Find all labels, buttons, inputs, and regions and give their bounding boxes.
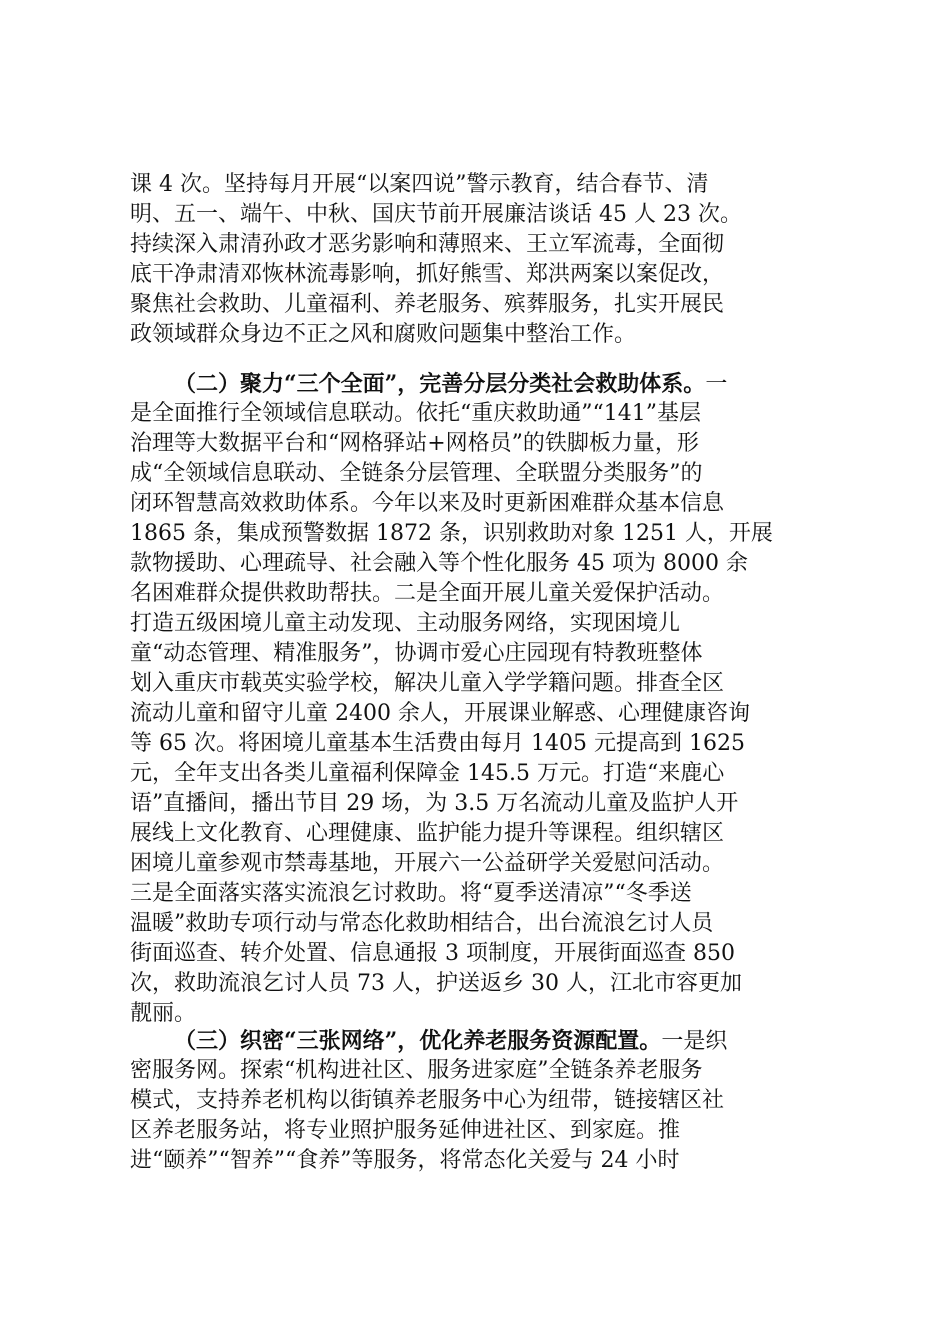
paragraph-line: 靓丽。 [130,1001,197,1026]
section-heading: （二）聚力“三个全面”，完善分层分类社会救助体系。 [174,371,706,397]
paragraph-line: 1865 条，集成预警数据 1872 条，识别救助对象 1251 人，开展 [130,521,773,546]
paragraph-line: 治理等大数据平台和“网格驿站+网格员”的铁脚板力量，形 [130,431,699,456]
section-3 [130,1026,830,1176]
paragraph-line: 底干净肃清邓恢林流毒影响，抓好熊雪、郑洪两案以案促改， [130,262,725,287]
paragraph-line: 课 4 次。坚持每月开展“以案四说”警示教育，结合春节、清 [130,172,709,197]
paragraph-line: 等 65 次。将困境儿童基本生活费由每月 1405 元提高到 1625 [130,731,745,756]
paragraph-line: 流动儿童和留守儿童 2400 余人，开展课业解惑、心理健康咨询 [130,701,750,726]
paragraph-line: 政领域群众身边不正之风和腐败问题集中整治工作。 [130,322,637,347]
paragraph-line: 是全面推行全领域信息联动。依托“重庆救助通”“141”基层 [130,401,701,426]
heading-line-rest: 一是织 [661,1029,728,1054]
paragraph-line: 童“动态管理、精准服务”，协调市爱心庄园现有特教班整体 [130,641,703,666]
paragraph-line: 街面巡查、转介处置、信息通报 3 项制度，开展街面巡查 850 [130,941,735,966]
paragraph-line: 划入重庆市载英实验学校，解决儿童入学学籍问题。排查全区 [130,671,725,696]
paragraph-line: 三是全面落实落实流浪乞讨救助。将“夏季送清凉”“冬季送 [130,881,692,906]
section-heading-line [130,1026,830,1056]
paragraph-line: 区养老服务站，将专业照护服务延伸进社区、到家庭。推 [130,1118,681,1143]
paragraph-line: 展线上文化教育、心理健康、监护能力提升等课程。组织辖区 [130,821,725,846]
paragraph-line: 温暖”救助专项行动与常态化救助相结合，出台流浪乞讨人员 [130,911,714,936]
paragraph-line: 元，全年支出各类儿童福利保障金 145.5 万元。打造“来鹿心 [130,761,725,786]
paragraph-line: 名困难群众提供救助帮扶。二是全面开展儿童关爱保护活动。 [130,581,725,606]
paragraph-line: 语”直播间，播出节目 29 场，为 3.5 万名流动儿童及监护人开 [130,791,739,816]
paragraph-line: 打造五级困境儿童主动发现、主动服务网络，实现困境儿 [130,611,681,636]
section-heading-line [130,369,830,399]
section-2 [130,369,830,1029]
paragraph-line: 困境儿童参观市禁毒基地，开展六一公益研学关爱慰问活动。 [130,851,725,876]
paragraph-line: 次，救助流浪乞讨人员 73 人，护送返乡 30 人，江北市容更加 [130,971,742,996]
paragraph-line: 明、五一、端午、中秋、国庆节前开展廉洁谈话 45 人 23 次。 [130,202,742,227]
paragraph-line: 进“颐养”“智养”“食养”等服务，将常态化关爱与 24 小时 [130,1148,680,1173]
paragraph-line: 持续深入肃清孙政才恶劣影响和薄照来、王立军流毒，全面彻 [130,232,725,257]
section-heading: （三）织密“三张网络”，优化养老服务资源配置。 [174,1028,662,1054]
paragraph-line: 模式，支持养老机构以街镇养老服务中心为纽带，链接辖区社 [130,1088,725,1113]
paragraph-line: 聚焦社会救助、儿童福利、养老服务、殡葬服务，扎实开展民 [130,292,725,317]
paragraph-line: 成“全领域信息联动、全链条分层管理、全联盟分类服务”的 [130,461,703,486]
paragraph-1 [130,170,830,350]
paragraph-line: 款物援助、心理疏导、社会融入等个性化服务 45 项为 8000 余 [130,551,748,576]
paragraph-line: 闭环智慧高效救助体系。今年以来及时更新困难群众基本信息 [130,491,725,516]
paragraph-line: 密服务网。探索“机构进社区、服务进家庭”全链条养老服务 [130,1058,703,1083]
heading-line-rest: 一 [705,372,728,397]
